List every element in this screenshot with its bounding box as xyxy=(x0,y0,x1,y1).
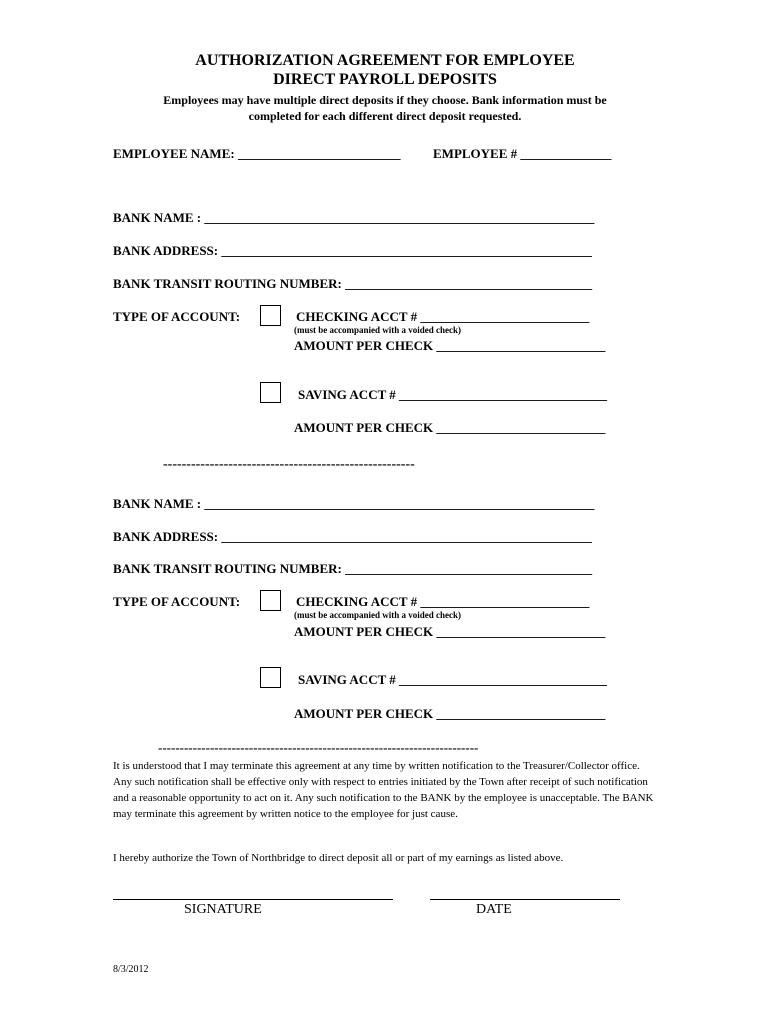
bank2-checking-amount-field[interactable]: AMOUNT PER CHECK __________________________ xyxy=(294,624,606,639)
bank1-routing-field[interactable]: BANK TRANSIT ROUTING NUMBER: ______________________________________ xyxy=(113,276,593,291)
section-separator: ------------------------------------------------------ xyxy=(163,457,415,472)
date-line[interactable] xyxy=(430,899,620,900)
bank1-saving-checkbox[interactable] xyxy=(260,382,281,403)
form-title-line2: DIRECT PAYROLL DEPOSITS xyxy=(273,71,497,88)
bank1-saving-acct-field[interactable]: SAVING ACCT # ________________________________ xyxy=(298,387,608,402)
bank2-saving-acct-field[interactable]: SAVING ACCT # ________________________________ xyxy=(298,672,608,687)
bank1-address-field[interactable]: BANK ADDRESS: _________________________________________________________ xyxy=(113,243,592,258)
bank2-saving-checkbox[interactable] xyxy=(260,667,281,688)
bank2-checking-checkbox[interactable] xyxy=(260,590,281,611)
bank1-checking-acct-field[interactable]: CHECKING ACCT # __________________________ xyxy=(296,309,590,324)
signature-label: SIGNATURE xyxy=(184,902,262,917)
form-subtitle-line2: completed for each different direct deposit requested. xyxy=(248,109,522,123)
date-label: DATE xyxy=(476,902,512,917)
bank2-name-field[interactable]: BANK NAME : ____________________________________________________________ xyxy=(113,496,595,511)
terms-paragraph: It is understood that I may terminate this agreement at any time by written notification to the Treasurer/Collector office. Any such notification shall be effective only with respect to entries initiated by the Town after receipt of such notification and a reasonable opportunity to act on it. Any such notification to the BANK by the employee is unacceptable. The BANK may terminate this agreement by written notice to the employee for just cause. xyxy=(113,760,654,820)
section-separator-2: -------------------------------------------------------------------------- xyxy=(158,740,479,755)
bank1-saving-amount-field[interactable]: AMOUNT PER CHECK __________________________ xyxy=(294,420,606,435)
bank2-checking-acct-field[interactable]: CHECKING ACCT # __________________________ xyxy=(296,594,590,609)
bank1-voided-check-note: (must be accompanied with a voided check) xyxy=(294,325,461,335)
bank1-checking-checkbox[interactable] xyxy=(260,305,281,326)
bank2-address-field[interactable]: BANK ADDRESS: _________________________________________________________ xyxy=(113,529,592,544)
employee-name-field[interactable]: EMPLOYEE NAME: _________________________ xyxy=(113,146,401,161)
bank2-routing-field[interactable]: BANK TRANSIT ROUTING NUMBER: ______________________________________ xyxy=(113,561,593,576)
form-subtitle-line1: Employees may have multiple direct deposits if they choose. Bank information must be xyxy=(163,93,607,107)
signature-line[interactable] xyxy=(113,899,393,900)
bank2-voided-check-note: (must be accompanied with a voided check) xyxy=(294,610,461,620)
authorization-statement: I hereby authorize the Town of Northbridge to direct deposit all or part of my earnings as listed above. xyxy=(113,852,564,864)
form-title-line1: AUTHORIZATION AGREEMENT FOR EMPLOYEE xyxy=(195,52,575,69)
bank2-type-of-account-label: TYPE OF ACCOUNT: xyxy=(113,594,241,609)
bank2-saving-amount-field[interactable]: AMOUNT PER CHECK __________________________ xyxy=(294,706,606,721)
form-revision-date: 8/3/2012 xyxy=(113,964,149,975)
bank1-type-of-account-label: TYPE OF ACCOUNT: xyxy=(113,309,241,324)
employee-number-field[interactable]: EMPLOYEE # ______________ xyxy=(433,146,612,161)
bank1-name-field[interactable]: BANK NAME : ____________________________________________________________ xyxy=(113,210,595,225)
bank1-checking-amount-field[interactable]: AMOUNT PER CHECK __________________________ xyxy=(294,338,606,353)
